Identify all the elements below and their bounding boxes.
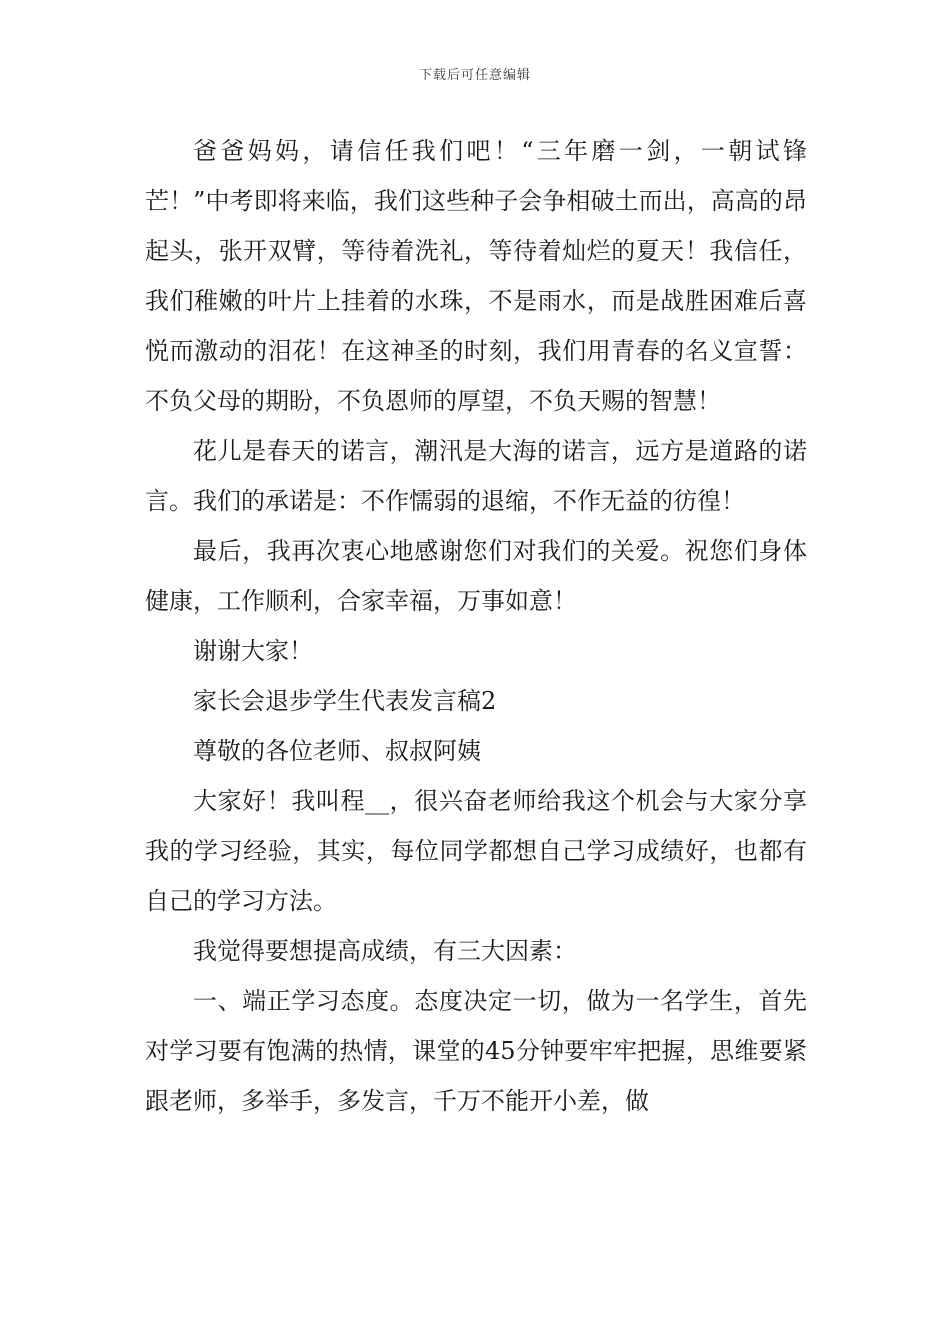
paragraph-thanks-wishes: 最后，我再次衷心地感谢您们对我们的关爱。祝您们身体健康，工作顺利，合家幸福，万事如意！ — [145, 537, 807, 615]
paragraph-thank-you: 谢谢大家！ — [193, 637, 313, 665]
page-header: 下载后可任意编辑 — [418, 68, 531, 83]
paragraph-attitude: 一、端正学习态度。态度决定一切，做为一名学生，首先对学习要有饱满的热情，课堂的45分钟要牢牢把握，思维要紧跟老师，多举手，多发言，千万不能开小差，做 — [145, 987, 807, 1115]
paragraph-promise: 花儿是春天的诺言，潮汛是大海的诺言，远方是道路的诺言。我们的承诺是：不作懦弱的退缩，不作无益的彷徨！ — [145, 437, 807, 515]
document-body — [145, 126, 807, 1126]
section-title: 家长会退步学生代表发言稿2 — [193, 687, 497, 715]
paragraph-three-factors: 我觉得要想提高成绩，有三大因素： — [193, 937, 577, 965]
paragraph-greeting: 大家好！我叫程__，很兴奋老师给我这个机会与大家分享我的学习经验，其实，每位同学都想自己学习成绩好，也都有自己的学习方法。 — [145, 787, 807, 915]
paragraph-trust: 爸爸妈妈，请信任我们吧！“三年磨一剑，一朝试锋芒！”中考即将来临，我们这些种子会争相破土而出，高高的昂起头，张开双臂，等待着洗礼，等待着灿烂的夏天！我信任，我们稚嫩的叶片上挂着的水珠，不是雨水，而是战胜困难后喜悦而激动的泪花！在这神圣的时刻，我们用青春的名义宣誓：不负父母的期盼，不负恩师的厚望，不负天赐的智慧！ — [145, 137, 807, 415]
salutation: 尊敬的各位老师、叔叔阿姨 — [193, 737, 481, 765]
